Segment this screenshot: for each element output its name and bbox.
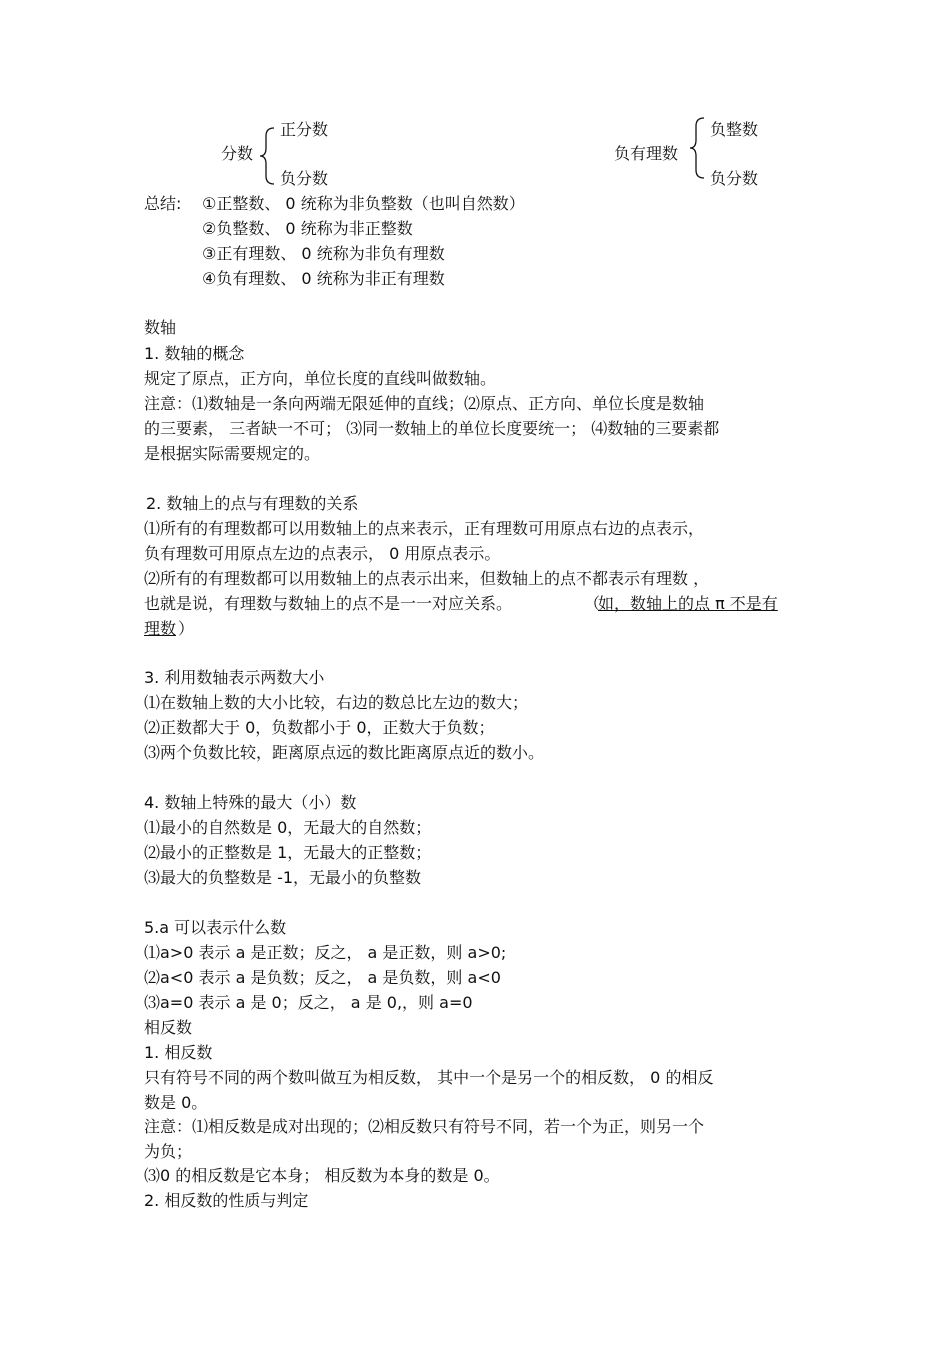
paragraph-line: 负有理数可用原点左边的点表示， 0 用原点表示。 — [144, 544, 501, 563]
example-underlined: 如，数轴上的点 π 不是有 — [598, 594, 778, 613]
summary-line: ③正有理数、 0 统称为非负有理数 — [202, 244, 445, 263]
section-title: 3. 利用数轴表示两数大小 — [144, 668, 325, 687]
paragraph-line: 注意：⑴数轴是一条向两端无限延伸的直线；⑵原点、正方向、单位长度是数轴 — [144, 394, 705, 413]
section-title: 1. 数轴的概念 — [144, 344, 245, 363]
paragraph-line: 数是 0。 — [144, 1093, 208, 1112]
paragraph-line: ⑴所有的有理数都可以用数轴上的点来表示，正有理数可用原点右边的点表示， — [144, 519, 705, 538]
opposite-heading: 相反数 — [144, 1018, 193, 1037]
negative-fraction-item: 负分数 — [280, 169, 329, 188]
paragraph-line: ⑴a>0 表示 a 是正数；反之， a 是正数，则 a>0; — [144, 943, 507, 962]
paragraph-line: ⑵最小的正整数是 1，无最大的正整数； — [144, 843, 432, 862]
paragraph-line: ⑴最小的自然数是 0，无最大的自然数； — [144, 818, 432, 837]
paragraph-line: 为负； — [144, 1142, 193, 1161]
paragraph-line: ⑵正数都大于 0，负数都小于 0，正数大于负数； — [144, 718, 495, 737]
section-title: 1. 相反数 — [144, 1043, 213, 1062]
left-brace-icon — [688, 116, 706, 180]
paragraph-line: ⑶最大的负整数是 -1，无最小的负整数 — [144, 868, 422, 887]
summary-label: 总结: — [144, 194, 182, 213]
summary-line: ④负有理数、 0 统称为非正有理数 — [202, 269, 445, 288]
positive-fraction-item: 正分数 — [280, 120, 329, 139]
section-title: 4. 数轴上特殊的最大（小）数 — [144, 793, 357, 812]
example-close-paren: ） — [178, 619, 195, 638]
section-title: 2. 数轴上的点与有理数的关系 — [146, 494, 359, 513]
example-open-paren: （ — [584, 594, 601, 613]
fraction-label: 分数 — [221, 144, 254, 163]
paragraph-line: ⑵a<0 表示 a 是负数；反之， a 是负数，则 a<0 — [144, 968, 501, 987]
paragraph-line: ⑴在数轴上数的大小比较，右边的数总比左边的数大； — [144, 693, 529, 712]
paragraph-line: ⑶0 的相反数是它本身； 相反数为本身的数是 0。 — [144, 1166, 500, 1185]
number-line-heading: 数轴 — [144, 318, 177, 337]
paragraph-line: 规定了原点，正方向，单位长度的直线叫做数轴。 — [144, 369, 497, 388]
negative-integer-item: 负整数 — [710, 120, 759, 139]
paragraph-line: 注意：⑴相反数是成对出现的；⑵相反数只有符号不同，若一个为正，则另一个 — [144, 1117, 705, 1136]
paragraph-line: 是根据实际需要规定的。 — [144, 444, 321, 463]
paragraph-line: ⑵所有的有理数都可以用数轴上的点表示出来，但数轴上的点不都表示有理数 ， — [144, 569, 710, 588]
summary-line: ②负整数、 0 统称为非正整数 — [202, 219, 413, 238]
section-title: 2. 相反数的性质与判定 — [144, 1191, 309, 1210]
paragraph-line: ⑶两个负数比较，距离原点远的数比距离原点近的数小。 — [144, 743, 545, 762]
paragraph-line: 只有符号不同的两个数叫做互为相反数， 其中一个是另一个的相反数， 0 的相反 — [144, 1068, 714, 1087]
paragraph-line: ⑶a=0 表示 a 是 0；反之， a 是 0,，则 a=0 — [144, 993, 473, 1012]
paragraph-line: 也就是说，有理数与数轴上的点不是一一对应关系。 — [144, 594, 513, 613]
negative-fraction-item: 负分数 — [710, 169, 759, 188]
example-underlined: 理数 — [144, 619, 177, 638]
left-brace-icon — [258, 126, 276, 186]
negative-rational-label: 负有理数 — [614, 144, 679, 163]
section-title: 5.a 可以表示什么数 — [144, 918, 287, 937]
summary-line: ①正整数、 0 统称为非负整数（也叫自然数） — [202, 194, 525, 213]
paragraph-line: 的三要素， 三者缺一不可； ⑶同一数轴上的单位长度要统一； ⑷数轴的三要素都 — [144, 419, 720, 438]
